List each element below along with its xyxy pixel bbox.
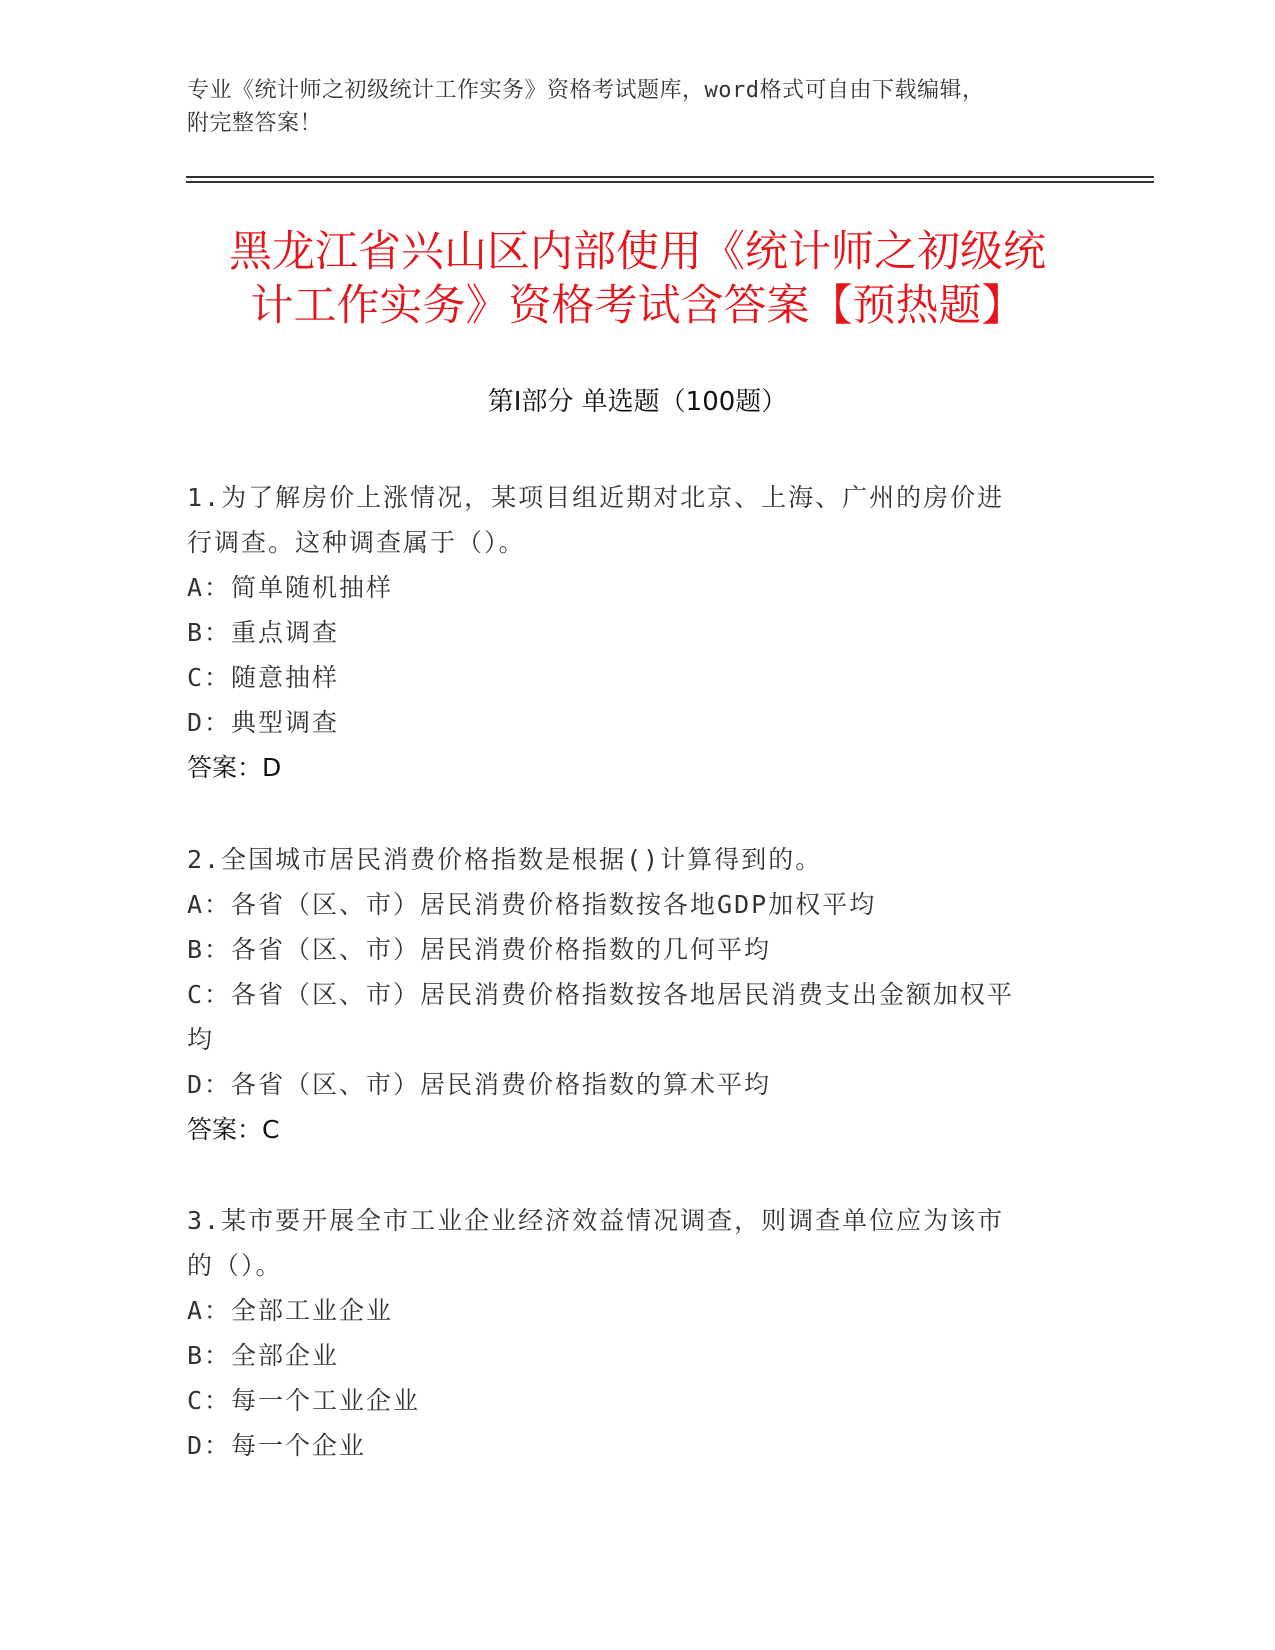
question-stem-line-2: 的（）。	[187, 1251, 283, 1280]
question-stem-line-1: 2.全国城市居民消费价格指数是根据()计算得到的。	[187, 845, 823, 874]
section-title: 第Ⅰ部分 单选题（100题）	[487, 387, 788, 417]
option-c-line-1: C：各省（区、市）居民消费价格指数按各地居民消费支出金额加权平	[187, 980, 1015, 1009]
answer-label: 答案：D	[187, 753, 282, 782]
header-note	[187, 74, 1067, 140]
question-stem-line-1: 1.为了解房价上涨情况，某项目组近期对北京、上海、广州的房价进	[187, 483, 1005, 512]
option-b: B：全部企业	[187, 1341, 340, 1370]
question-stem-line-2: 行调查。这种调查属于（）。	[187, 528, 526, 557]
question-3	[187, 1198, 1087, 1468]
question-stem	[187, 837, 1087, 882]
document-title	[150, 225, 1125, 333]
header-divider-bottom	[186, 181, 1154, 183]
option-c-line-2: 均	[187, 1025, 215, 1054]
option-a: A：各省（区、市）居民消费价格指数按各地GDP加权平均	[187, 890, 877, 919]
option-b: B：重点调查	[187, 618, 340, 647]
option-c: C：每一个工业企业	[187, 1386, 421, 1415]
option-b: B：各省（区、市）居民消费价格指数的几何平均	[187, 935, 772, 964]
question-stem	[187, 1198, 1087, 1288]
header-note-line-1: 专业《统计师之初级统计工作实务》资格考试题库，word格式可自由下载编辑，	[187, 78, 985, 103]
option-d: D：各省（区、市）居民消费价格指数的算术平均	[187, 1070, 772, 1099]
option-d: D：每一个企业	[187, 1431, 367, 1460]
document-title-line-2: 计工作实务》资格考试含答案【预热题】	[250, 281, 1025, 331]
question-1	[187, 475, 1087, 790]
question-2	[187, 837, 1087, 1152]
option-d: D：典型调查	[187, 708, 340, 737]
header-note-line-2: 附完整答案！	[187, 111, 323, 136]
question-stem-line-1: 3.某市要开展全市工业企业经济效益情况调查，则调查单位应为该市	[187, 1206, 1005, 1235]
question-stem	[187, 475, 1087, 565]
option-a: A：简单随机抽样	[187, 573, 394, 602]
answer-label: 答案：C	[187, 1115, 280, 1144]
option-a: A：全部工业企业	[187, 1296, 394, 1325]
header-divider-top	[186, 176, 1154, 178]
document-title-line-1: 黑龙江省兴山区内部使用《统计师之初级统	[229, 227, 1046, 277]
option-c: C：随意抽样	[187, 663, 340, 692]
option-c	[187, 972, 1087, 1062]
